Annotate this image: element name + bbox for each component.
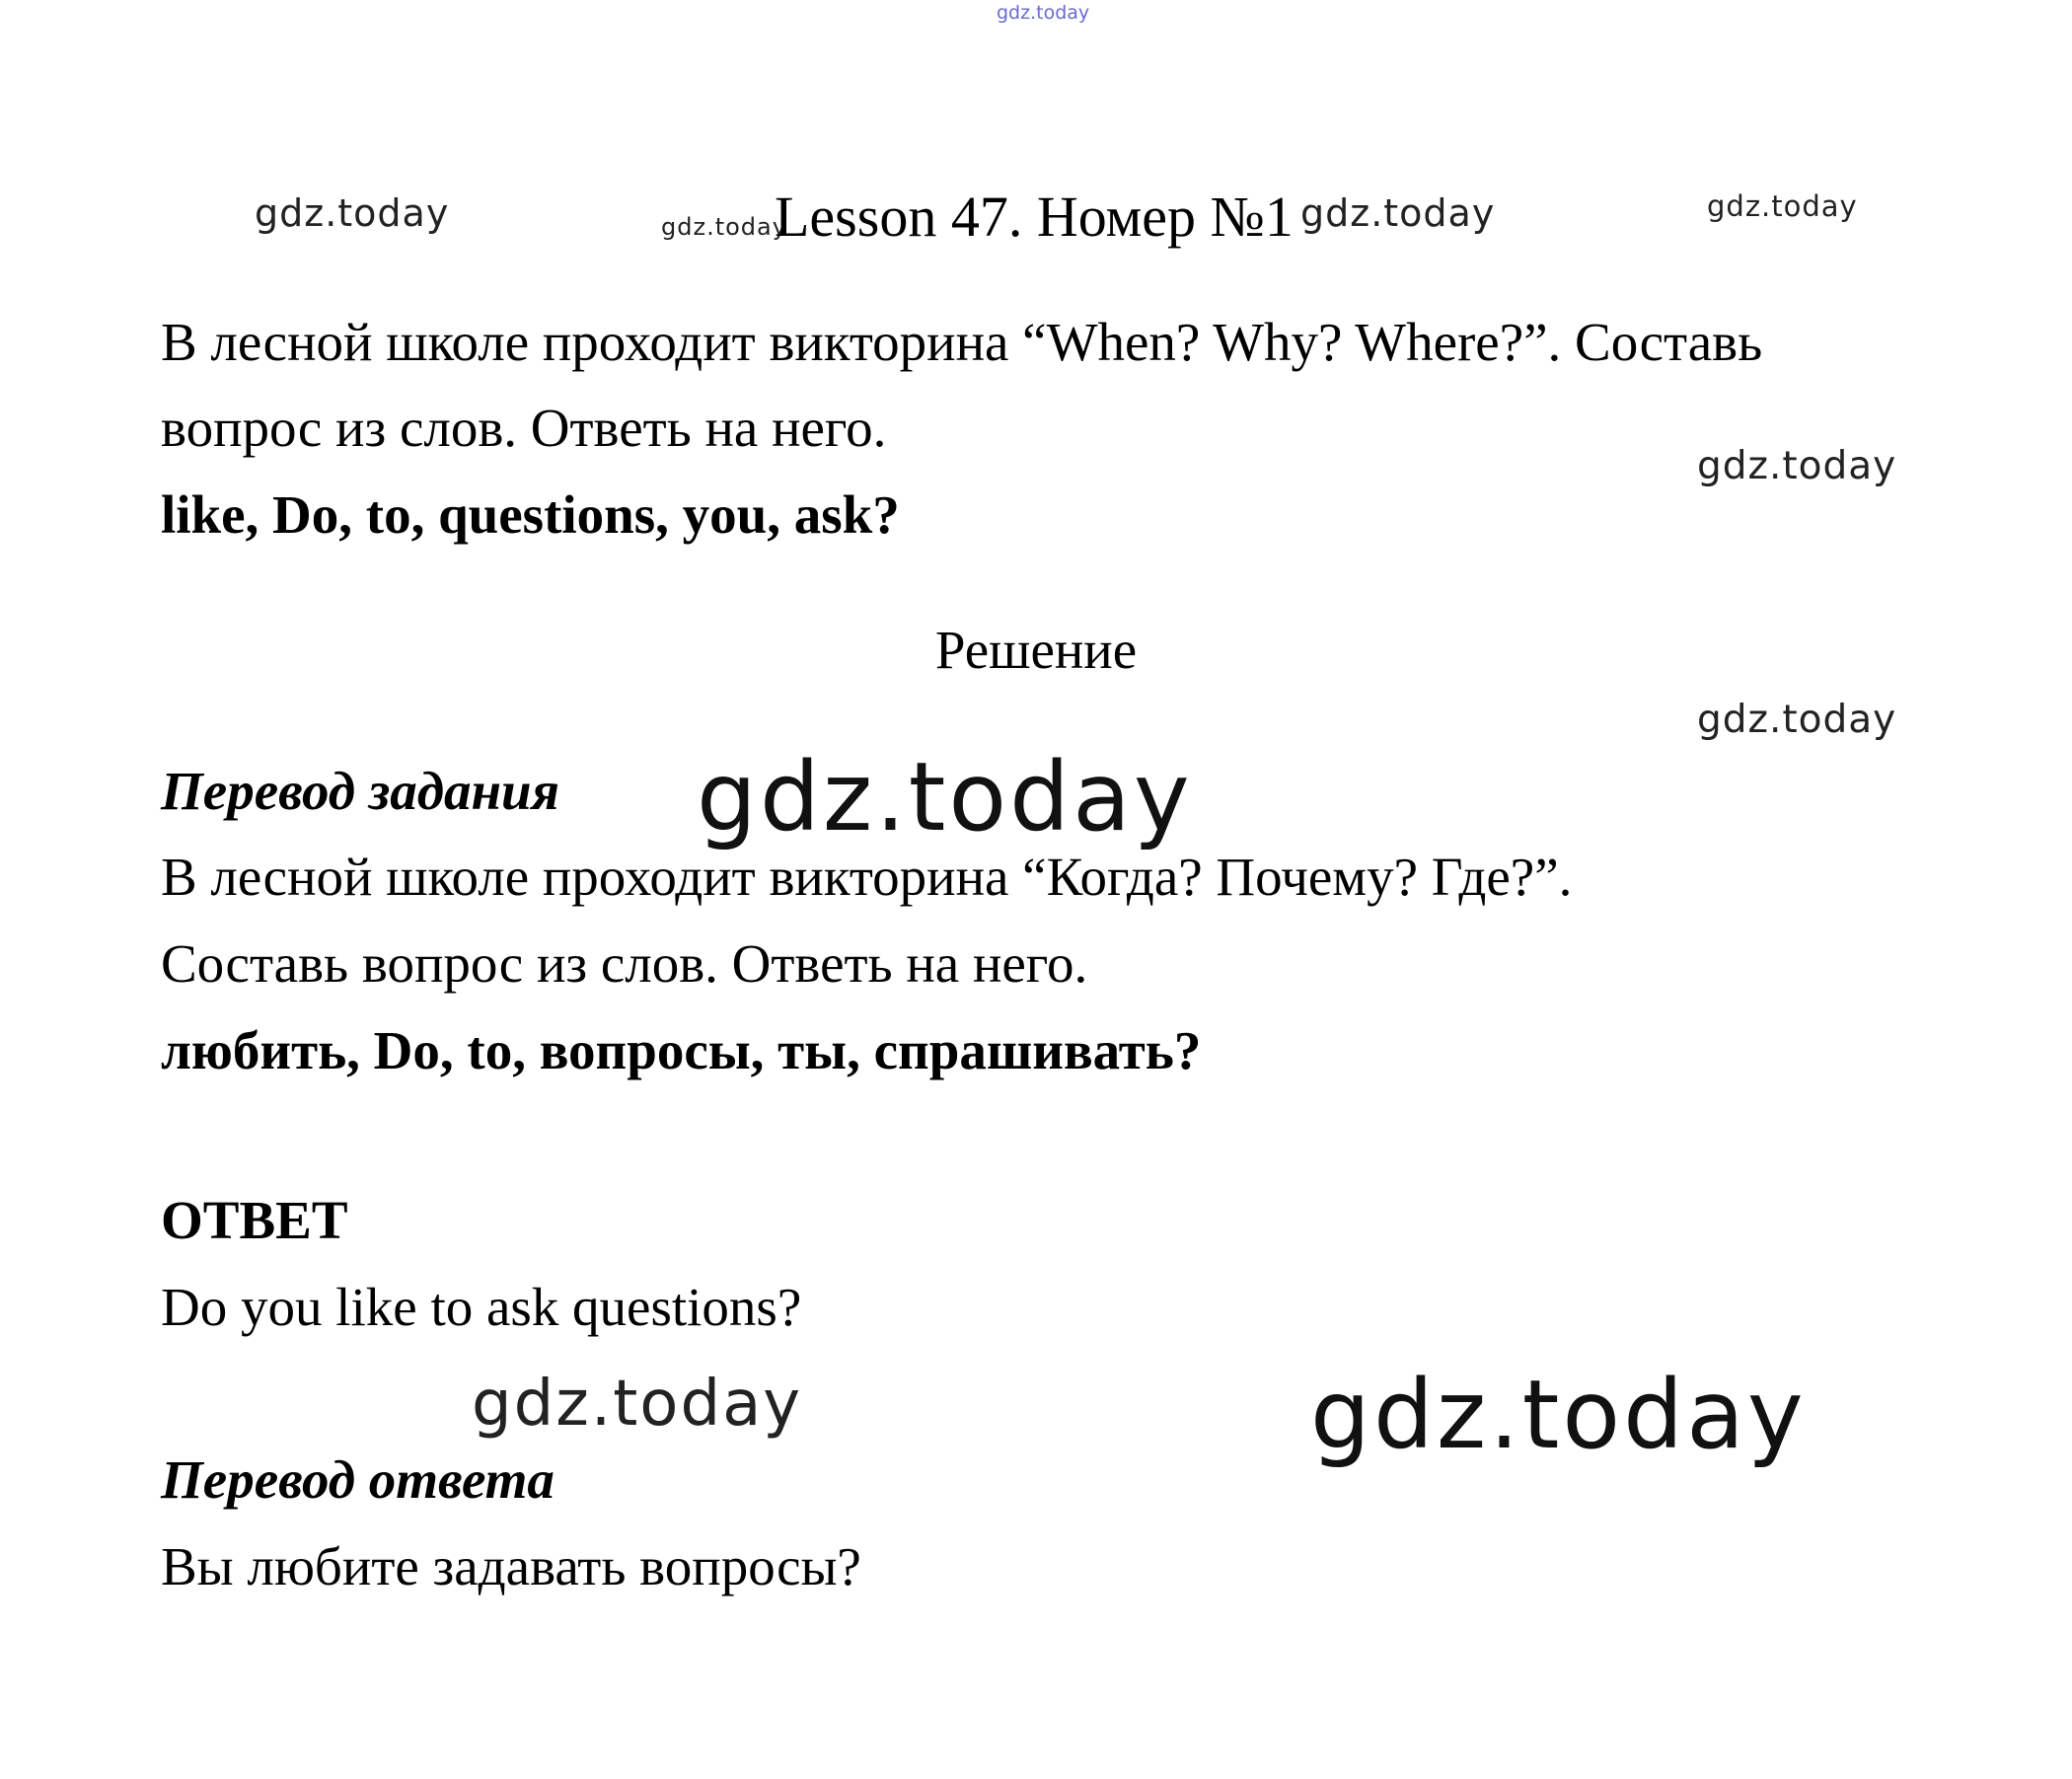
answer-heading: ОТВЕТ	[161, 1190, 348, 1250]
answer-translation-text: Вы любите задавать вопросы?	[161, 1536, 861, 1596]
title-row	[0, 178, 2072, 257]
answer-text: Do you like to ask questions?	[161, 1277, 802, 1337]
page-title: Lesson 47. Номер №1	[775, 185, 1294, 249]
watermark-title-suffix: gdz.today	[1300, 191, 1496, 235]
watermark-title-right: gdz.today	[1707, 189, 1858, 223]
translation-line-1: В лесной школе проходит викторина “Когда? Почему? Где?”.	[161, 847, 1573, 907]
watermark-title-left: gdz.today	[255, 191, 450, 235]
watermark-bottom-left: gdz.today	[472, 1368, 803, 1441]
watermark-bottom-right: gdz.today	[1310, 1360, 1807, 1470]
answer-translation-heading: Перевод ответа	[161, 1449, 555, 1510]
watermark-right-2: gdz.today	[1697, 698, 1897, 742]
solution-heading: Решение	[934, 620, 1138, 680]
watermark-right-1: gdz.today	[1697, 444, 1897, 488]
translation-line-2: Составь вопрос из слов. Ответь на него.	[161, 933, 1088, 994]
task-line-2: вопрос из слов. Ответь на него.	[161, 398, 887, 458]
translation-heading: Перевод задания	[161, 761, 559, 821]
translation-words: любить, Do, to, вопросы, ты, спрашивать?	[161, 1020, 1202, 1080]
watermark-title-prefix: gdz.today	[661, 213, 787, 241]
watermark-big-center: gdz.today	[697, 742, 1193, 852]
watermark-top: gdz.today	[997, 2, 1090, 24]
task-line-1: В лесной школе проходит викторина “When? Why? Where?”. Составь	[161, 312, 1763, 372]
task-words: like, Do, to, questions, you, ask?	[161, 484, 900, 545]
